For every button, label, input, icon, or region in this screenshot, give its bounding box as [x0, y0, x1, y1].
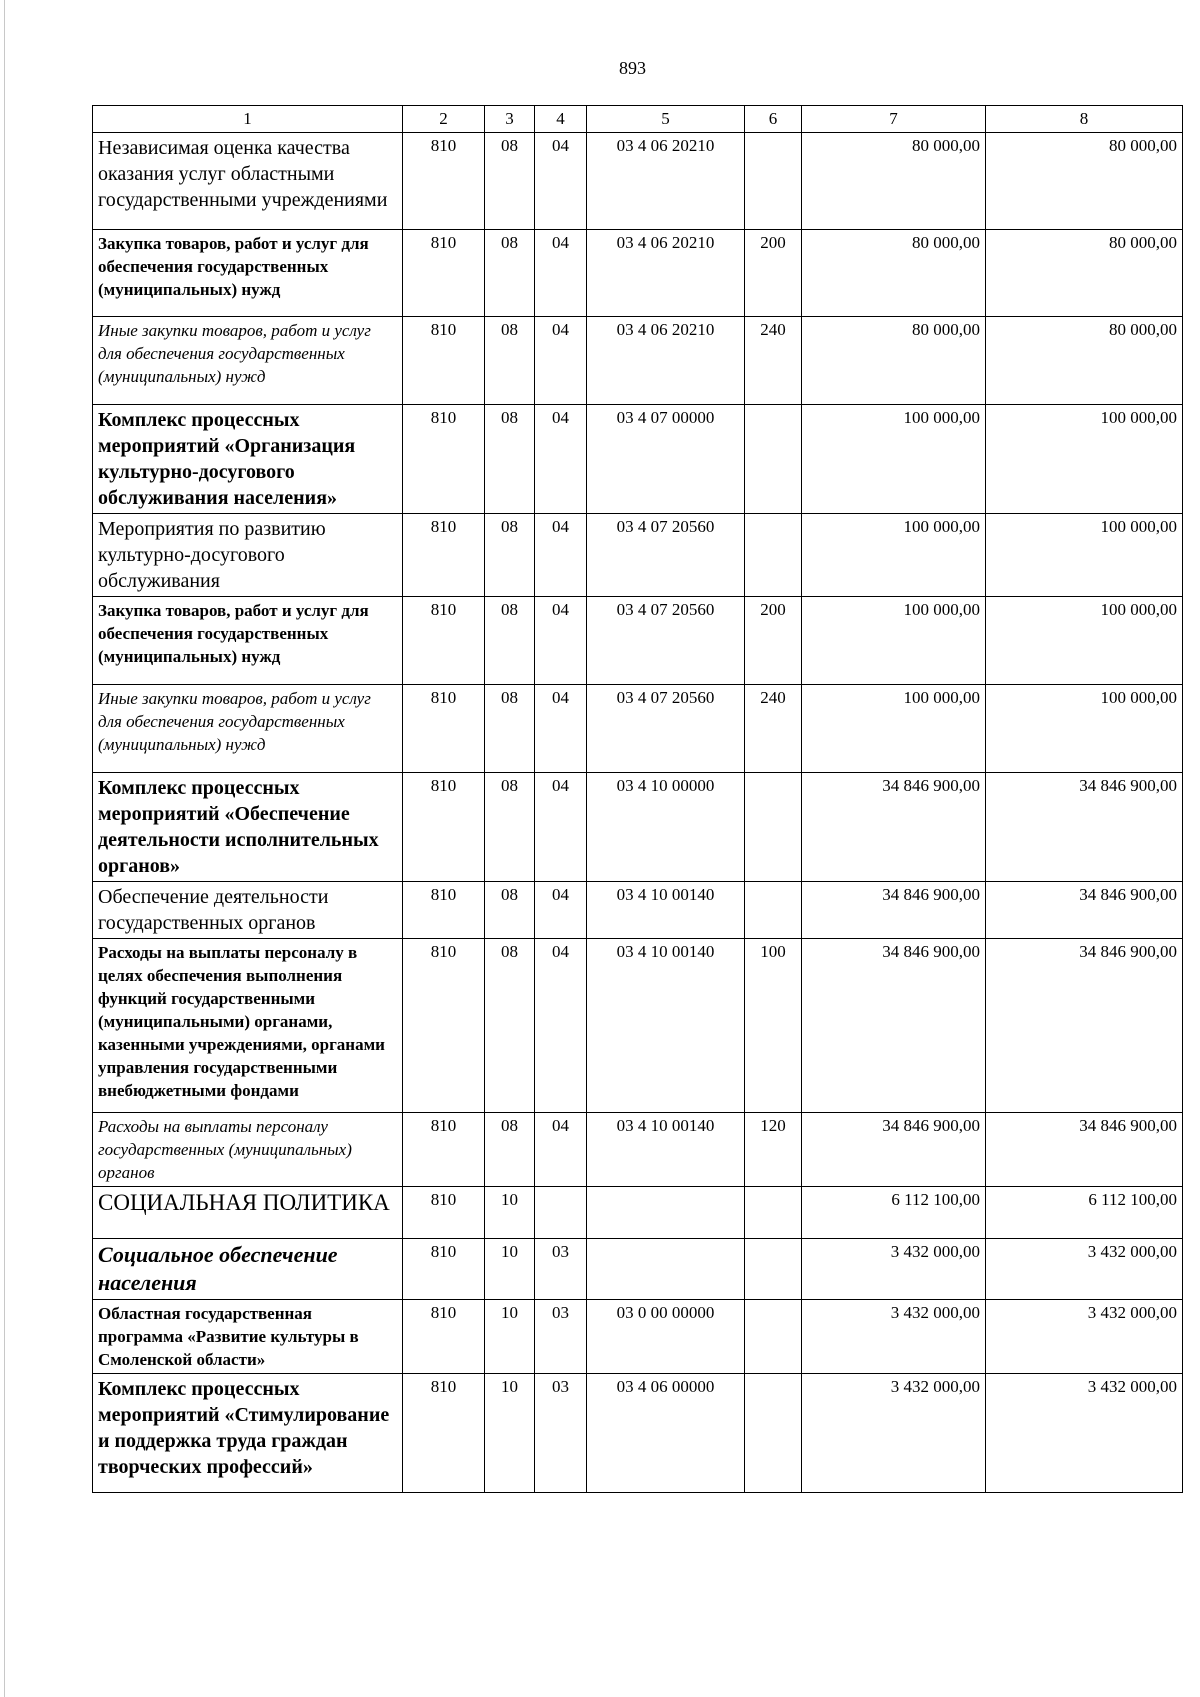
- target-item-code: 03 4 10 00000: [587, 773, 745, 882]
- item-name: Независимая оценка качества оказания услуг областными государственными учреждениями: [93, 133, 403, 230]
- expense-type-code: [745, 773, 802, 882]
- target-item-code: 03 4 06 20210: [587, 133, 745, 230]
- subsection-code: 04: [535, 939, 587, 1113]
- target-item-code: 03 4 07 00000: [587, 405, 745, 514]
- table-row: [93, 405, 1183, 514]
- section-code: 08: [485, 405, 535, 514]
- subsection-code: 04: [535, 230, 587, 317]
- item-name: Иные закупки товаров, работ и услуг для обеспечения государственных (муниципальных) нужд: [93, 317, 403, 405]
- subsection-code: 04: [535, 773, 587, 882]
- department-code: 810: [403, 882, 485, 939]
- amount-year-2: 100 000,00: [986, 597, 1183, 685]
- department-code: 810: [403, 1113, 485, 1187]
- amount-year-2: 80 000,00: [986, 317, 1183, 405]
- item-name: Комплекс процессных мероприятий «Стимулирование и поддержка труда граждан творческих профессий»: [93, 1374, 403, 1493]
- expense-type-code: 200: [745, 597, 802, 685]
- expense-type-code: [745, 1239, 802, 1300]
- subsection-code: [535, 1187, 587, 1239]
- amount-year-2: 3 432 000,00: [986, 1239, 1183, 1300]
- amount-year-1: 3 432 000,00: [802, 1374, 986, 1493]
- department-code: 810: [403, 939, 485, 1113]
- amount-year-1: 80 000,00: [802, 133, 986, 230]
- amount-year-2: 100 000,00: [986, 685, 1183, 773]
- subsection-code: 04: [535, 514, 587, 597]
- amount-year-1: 3 432 000,00: [802, 1239, 986, 1300]
- expense-type-code: [745, 882, 802, 939]
- target-item-code: 03 4 06 00000: [587, 1374, 745, 1493]
- section-code: 10: [485, 1300, 535, 1374]
- subsection-code: 04: [535, 685, 587, 773]
- amount-year-2: 6 112 100,00: [986, 1187, 1183, 1239]
- table-row: [93, 1300, 1183, 1374]
- section-code: 10: [485, 1239, 535, 1300]
- item-name: Иные закупки товаров, работ и услуг для обеспечения государственных (муниципальных) нужд: [93, 685, 403, 773]
- table-row: [93, 597, 1183, 685]
- column-number: 8: [986, 106, 1183, 133]
- amount-year-2: 80 000,00: [986, 133, 1183, 230]
- amount-year-2: 3 432 000,00: [986, 1374, 1183, 1493]
- amount-year-2: 100 000,00: [986, 405, 1183, 514]
- amount-year-2: 34 846 900,00: [986, 882, 1183, 939]
- subsection-code: 03: [535, 1374, 587, 1493]
- department-code: 810: [403, 597, 485, 685]
- section-code: 08: [485, 230, 535, 317]
- section-code: 08: [485, 514, 535, 597]
- department-code: 810: [403, 773, 485, 882]
- expense-type-code: 240: [745, 317, 802, 405]
- expense-type-code: [745, 514, 802, 597]
- column-number: 2: [403, 106, 485, 133]
- table-row: [93, 1187, 1183, 1239]
- department-code: 810: [403, 1239, 485, 1300]
- item-name: Обеспечение деятельности государственных органов: [93, 882, 403, 939]
- target-item-code: 03 0 00 00000: [587, 1300, 745, 1374]
- table-row: [93, 230, 1183, 317]
- table-row: [93, 133, 1183, 230]
- column-number: 4: [535, 106, 587, 133]
- amount-year-2: 100 000,00: [986, 514, 1183, 597]
- section-code: 10: [485, 1374, 535, 1493]
- target-item-code: 03 4 10 00140: [587, 1113, 745, 1187]
- section-code: 08: [485, 685, 535, 773]
- item-name: Расходы на выплаты персоналу государственных (муниципальных) органов: [93, 1113, 403, 1187]
- amount-year-2: 80 000,00: [986, 230, 1183, 317]
- subsection-code: 04: [535, 317, 587, 405]
- expense-type-code: 100: [745, 939, 802, 1113]
- target-item-code: [587, 1187, 745, 1239]
- table-row: [93, 1113, 1183, 1187]
- target-item-code: 03 4 10 00140: [587, 882, 745, 939]
- item-name: СОЦИАЛЬНАЯ ПОЛИТИКА: [93, 1187, 403, 1239]
- table-row: [93, 939, 1183, 1113]
- subsection-code: 03: [535, 1239, 587, 1300]
- subsection-code: 04: [535, 1113, 587, 1187]
- department-code: 810: [403, 405, 485, 514]
- expense-type-code: 240: [745, 685, 802, 773]
- section-code: 08: [485, 773, 535, 882]
- section-code: 08: [485, 939, 535, 1113]
- section-code: 10: [485, 1187, 535, 1239]
- amount-year-1: 3 432 000,00: [802, 1300, 986, 1374]
- amount-year-1: 34 846 900,00: [802, 939, 986, 1113]
- department-code: 810: [403, 685, 485, 773]
- amount-year-2: 34 846 900,00: [986, 773, 1183, 882]
- expense-type-code: 200: [745, 230, 802, 317]
- amount-year-1: 34 846 900,00: [802, 882, 986, 939]
- subsection-code: 04: [535, 133, 587, 230]
- target-item-code: [587, 1239, 745, 1300]
- item-name: Комплекс процессных мероприятий «Обеспечение деятельности исполнительных органов»: [93, 773, 403, 882]
- department-code: 810: [403, 1374, 485, 1493]
- expense-type-code: [745, 1374, 802, 1493]
- amount-year-1: 100 000,00: [802, 685, 986, 773]
- item-name: Социальное обеспечение населения: [93, 1239, 403, 1300]
- scan-edge: [0, 0, 5, 1697]
- item-name: Расходы на выплаты персоналу в целях обеспечения выполнения функций государственными (муниципальными) органами, казенными учреждениями, органами управления государственными внебюджетными фондами: [93, 939, 403, 1113]
- department-code: 810: [403, 1187, 485, 1239]
- amount-year-1: 6 112 100,00: [802, 1187, 986, 1239]
- table-row: [93, 317, 1183, 405]
- section-code: 08: [485, 882, 535, 939]
- table-row: [93, 685, 1183, 773]
- target-item-code: 03 4 10 00140: [587, 939, 745, 1113]
- page-number: 893: [619, 58, 646, 78]
- expense-type-code: [745, 133, 802, 230]
- section-code: 08: [485, 597, 535, 685]
- amount-year-1: 100 000,00: [802, 405, 986, 514]
- item-name: Закупка товаров, работ и услуг для обеспечения государственных (муниципальных) нужд: [93, 230, 403, 317]
- table-row: [93, 773, 1183, 882]
- subsection-code: 03: [535, 1300, 587, 1374]
- amount-year-2: 34 846 900,00: [986, 939, 1183, 1113]
- column-number: 5: [587, 106, 745, 133]
- table-row: [93, 1374, 1183, 1493]
- item-name: Закупка товаров, работ и услуг для обеспечения государственных (муниципальных) нужд: [93, 597, 403, 685]
- amount-year-1: 80 000,00: [802, 230, 986, 317]
- column-number: 7: [802, 106, 986, 133]
- subsection-code: 04: [535, 882, 587, 939]
- amount-year-1: 34 846 900,00: [802, 773, 986, 882]
- section-code: 08: [485, 133, 535, 230]
- target-item-code: 03 4 06 20210: [587, 230, 745, 317]
- subsection-code: 04: [535, 405, 587, 514]
- target-item-code: 03 4 07 20560: [587, 514, 745, 597]
- amount-year-1: 100 000,00: [802, 597, 986, 685]
- column-number-row: [93, 106, 1183, 133]
- item-name: Комплекс процессных мероприятий «Организация культурно-досугового обслуживания населения»: [93, 405, 403, 514]
- target-item-code: 03 4 07 20560: [587, 597, 745, 685]
- amount-year-2: 34 846 900,00: [986, 1113, 1183, 1187]
- expense-type-code: 120: [745, 1113, 802, 1187]
- table-row: [93, 882, 1183, 939]
- amount-year-2: 3 432 000,00: [986, 1300, 1183, 1374]
- amount-year-1: 100 000,00: [802, 514, 986, 597]
- department-code: 810: [403, 230, 485, 317]
- table-row: [93, 514, 1183, 597]
- item-name: Областная государственная программа «Развитие культуры в Смоленской области»: [93, 1300, 403, 1374]
- department-code: 810: [403, 514, 485, 597]
- table-body: [93, 106, 1183, 1493]
- amount-year-1: 34 846 900,00: [802, 1113, 986, 1187]
- table-row: [93, 1239, 1183, 1300]
- expense-type-code: [745, 405, 802, 514]
- department-code: 810: [403, 133, 485, 230]
- item-name: Мероприятия по развитию культурно-досугового обслуживания: [93, 514, 403, 597]
- section-code: 08: [485, 317, 535, 405]
- target-item-code: 03 4 07 20560: [587, 685, 745, 773]
- column-number: 3: [485, 106, 535, 133]
- department-code: 810: [403, 1300, 485, 1374]
- column-number: 1: [93, 106, 403, 133]
- amount-year-1: 80 000,00: [802, 317, 986, 405]
- expense-type-code: [745, 1300, 802, 1374]
- section-code: 08: [485, 1113, 535, 1187]
- target-item-code: 03 4 06 20210: [587, 317, 745, 405]
- expense-type-code: [745, 1187, 802, 1239]
- subsection-code: 04: [535, 597, 587, 685]
- budget-table: [92, 105, 1183, 1493]
- column-number: 6: [745, 106, 802, 133]
- department-code: 810: [403, 317, 485, 405]
